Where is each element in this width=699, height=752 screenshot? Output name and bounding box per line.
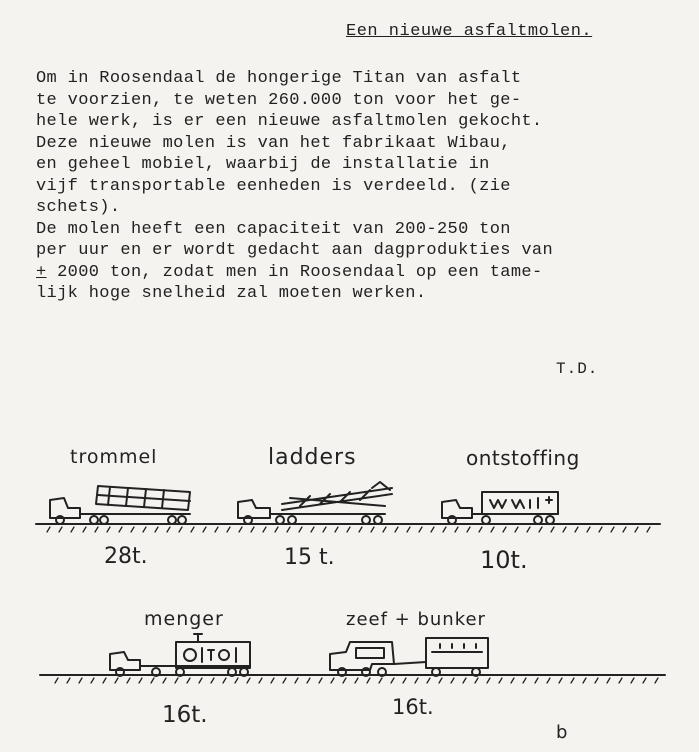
unit-weight: 10t. (480, 546, 528, 574)
body-line: lijk hoge snelheid zal moeten werken. (36, 284, 427, 303)
body-line: vijf transportable eenheden is verdeeld. (zie (36, 176, 511, 196)
body-line: te voorzien, te weten 260.000 ton voor het ge- (36, 90, 522, 110)
article-body (36, 68, 676, 305)
body-line-text: 2000 ton, zodat men in Roosendaal op een tame- (57, 262, 543, 282)
unit-label: zeef + bunker (346, 609, 486, 630)
unit-weight: 16t. (392, 695, 434, 719)
unit-label: menger (144, 608, 224, 630)
unit-weight: 16t. (162, 702, 208, 728)
page-mark: b (556, 722, 568, 743)
body-line: Om in Roosendaal de hongerige Titan van asfalt (36, 69, 522, 88)
unit-label: trommel (70, 446, 158, 468)
unit-weight: 28t. (104, 544, 148, 569)
truck-menger (110, 634, 250, 676)
body-line: Deze nieuwe molen is van het fabrikaat Wibau, (36, 133, 511, 153)
unit-label: ontstoffing (466, 446, 580, 470)
body-line: De molen heeft een capaciteit van 200-250 ton (36, 219, 511, 239)
body-line: schets). (36, 198, 121, 217)
transport-sketch (0, 430, 699, 752)
truck-ladders (238, 482, 392, 524)
signature: T.D. (556, 360, 599, 378)
truck-trommel (50, 486, 190, 524)
truck-ontstoffing (442, 492, 558, 524)
truck-zeef-bunker (330, 638, 488, 676)
body-line (36, 262, 676, 284)
ground-line-bottom (40, 675, 665, 683)
unit-label: ladders (268, 445, 357, 470)
plus-minus-sign: + (36, 262, 47, 282)
body-line: hele werk, is er een nieuwe asfaltmolen gekocht. (36, 112, 543, 131)
body-line: per uur en er wordt gedacht aan dagprodukties van (36, 241, 554, 260)
body-line: en geheel mobiel, waarbij de installatie in (36, 155, 490, 174)
ground-line-top (36, 524, 660, 532)
unit-weight: 15 t. (284, 545, 335, 570)
article-title: Een nieuwe asfaltmolen. (346, 22, 593, 41)
